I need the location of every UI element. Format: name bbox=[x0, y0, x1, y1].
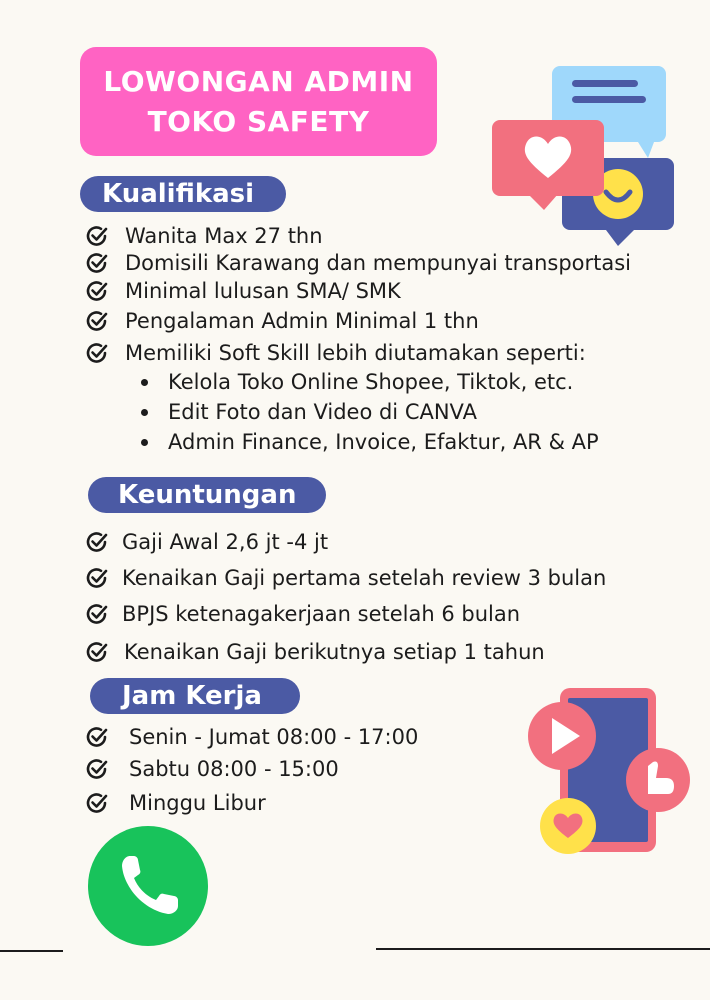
check-circle-icon bbox=[86, 726, 108, 748]
check-circle-icon bbox=[86, 758, 108, 780]
kualifikasi-item bbox=[86, 341, 586, 365]
kualifikasi-item-text: Wanita Max 27 thn bbox=[125, 224, 323, 248]
sub-list-item-text: Kelola Toko Online Shopee, Tiktok, etc. bbox=[168, 370, 574, 394]
bullet-dot-icon bbox=[141, 409, 148, 416]
check-circle-icon bbox=[86, 342, 108, 364]
check-circle-icon bbox=[86, 567, 108, 589]
check-circle-icon bbox=[86, 225, 108, 247]
poster-title-box bbox=[80, 47, 437, 156]
keuntungan-item bbox=[86, 640, 545, 664]
kualifikasi-item bbox=[86, 279, 401, 303]
check-circle-icon bbox=[86, 531, 108, 553]
chat-bubbles-illustration bbox=[488, 64, 678, 254]
title-line-1: LOWONGAN ADMIN bbox=[103, 64, 414, 98]
kualifikasi-item bbox=[86, 224, 323, 248]
jam-kerja-item-text: Sabtu 08:00 - 15:00 bbox=[129, 757, 339, 781]
check-circle-icon bbox=[86, 252, 108, 274]
title-line-2: TOKO SAFETY bbox=[147, 104, 370, 138]
kualifikasi-item bbox=[86, 251, 631, 275]
sub-list-item bbox=[141, 370, 573, 394]
keuntungan-item-text: BPJS ketenagakerjaan setelah 6 bulan bbox=[122, 602, 521, 626]
keuntungan-item bbox=[86, 530, 328, 554]
phone-call-icon[interactable] bbox=[88, 826, 208, 946]
keuntungan-item-text: Kenaikan Gaji berikutnya setiap 1 tahun bbox=[124, 640, 545, 664]
sub-list-item bbox=[141, 430, 599, 454]
check-circle-icon bbox=[86, 641, 108, 663]
check-circle-icon bbox=[86, 280, 108, 302]
jam-kerja-item bbox=[86, 757, 339, 781]
sub-list-item-text: Admin Finance, Invoice, Efaktur, AR & AP bbox=[168, 430, 599, 454]
kualifikasi-item-text: Memiliki Soft Skill lebih diutamakan seperti: bbox=[125, 341, 586, 365]
sub-list-item bbox=[141, 400, 477, 424]
keuntungan-item bbox=[86, 602, 520, 626]
jam-kerja-item-text: Senin - Jumat 08:00 - 17:00 bbox=[129, 725, 419, 749]
smartphone-media-illustration bbox=[512, 686, 694, 856]
keuntungan-item bbox=[86, 566, 606, 590]
jam-kerja-item bbox=[86, 791, 266, 815]
kualifikasi-item-text: Minimal lulusan SMA/ SMK bbox=[125, 279, 401, 303]
bottom-divider-left bbox=[0, 950, 63, 952]
sub-list-item-text: Edit Foto dan Video di CANVA bbox=[168, 400, 477, 424]
kualifikasi-item bbox=[86, 309, 479, 333]
bullet-dot-icon bbox=[141, 439, 148, 446]
jam-kerja-heading: Jam Kerja bbox=[90, 678, 300, 714]
kualifikasi-item-text: Domisili Karawang dan mempunyai transportasi bbox=[125, 251, 632, 275]
bullet-dot-icon bbox=[141, 379, 148, 386]
jam-kerja-item-text: Minggu Libur bbox=[129, 791, 266, 815]
keuntungan-item-text: Kenaikan Gaji pertama setelah review 3 bulan bbox=[122, 566, 607, 590]
kualifikasi-heading: Kualifikasi bbox=[80, 176, 286, 212]
keuntungan-heading: Keuntungan bbox=[88, 477, 326, 513]
jam-kerja-item bbox=[86, 725, 418, 749]
bottom-divider-right bbox=[376, 948, 710, 950]
check-circle-icon bbox=[86, 792, 108, 814]
check-circle-icon bbox=[86, 603, 108, 625]
check-circle-icon bbox=[86, 310, 108, 332]
kualifikasi-item-text: Pengalaman Admin Minimal 1 thn bbox=[125, 309, 479, 333]
keuntungan-item-text: Gaji Awal 2,6 jt -4 jt bbox=[122, 530, 329, 554]
